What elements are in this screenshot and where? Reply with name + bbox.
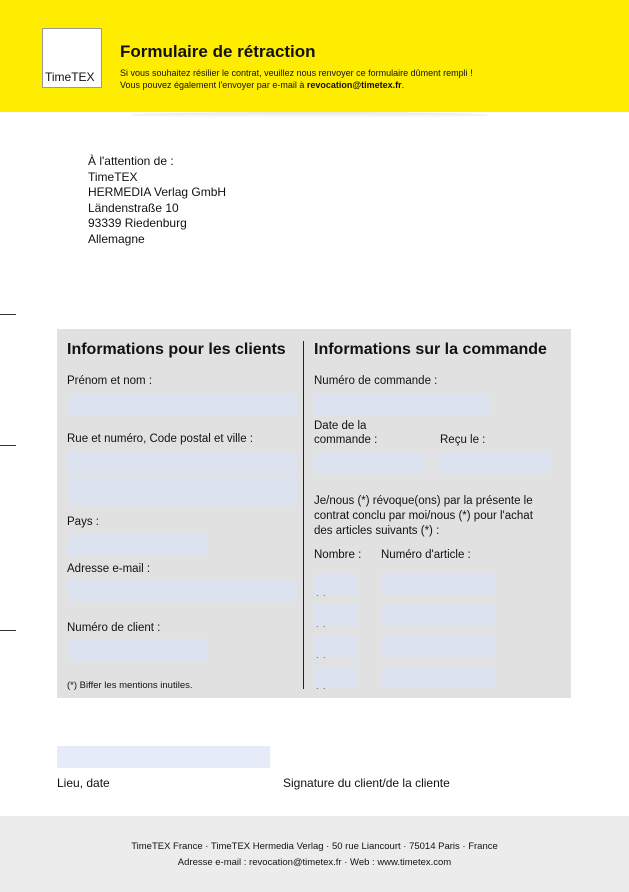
subtitle-prefix: Vous pouvez également l'envoyer par e-mail à bbox=[120, 80, 307, 90]
subtitle-line-2 bbox=[120, 79, 473, 91]
order-date-label-line-2: commande : bbox=[314, 434, 378, 446]
subtitle-line-1: Si vous souhaitez résilier le contrat, veuillez nous renvoyer ce formulaire dûment rempli ! bbox=[120, 68, 473, 78]
street-label: Rue et numéro, Code postal et ville : bbox=[67, 433, 254, 445]
fold-mark bbox=[0, 445, 16, 446]
customer-number-label: Numéro de client : bbox=[67, 622, 161, 634]
form-subtitle bbox=[120, 67, 473, 91]
quantity-label: Nombre : bbox=[314, 549, 362, 561]
order-date-label-line-1: Date de la bbox=[314, 420, 367, 432]
footnote: (*) Biffer les mentions inutiles. bbox=[67, 680, 193, 691]
revocation-line-3: des articles suivants (*) : bbox=[314, 525, 440, 537]
article-field-3[interactable] bbox=[381, 635, 496, 657]
address-line: Allemagne bbox=[88, 231, 145, 246]
received-date-field[interactable] bbox=[438, 451, 552, 473]
logo-text: TimeTEX bbox=[45, 70, 95, 84]
footer bbox=[0, 816, 629, 892]
footer-address: TimeTEX France · TimeTEX Hermedia Verlag · 50 rue Liancourt · 75014 Paris · France bbox=[131, 841, 498, 852]
address-line: HERMEDIA Verlag GmbH bbox=[88, 185, 227, 199]
revocation-line-1: Je/nous (*) révoque(ons) par la présente le bbox=[314, 495, 533, 507]
order-number-field[interactable] bbox=[314, 393, 489, 415]
column-divider bbox=[303, 341, 304, 689]
address-line: À l'attention de : bbox=[88, 154, 174, 168]
place-date-label: Lieu, date bbox=[57, 776, 110, 790]
article-field-1[interactable] bbox=[381, 573, 496, 595]
row-separator: . . bbox=[316, 619, 327, 629]
name-label: Prénom et nom : bbox=[67, 375, 153, 387]
revocation-line-2: contrat conclu par moi/nous (*) pour l'achat bbox=[314, 510, 533, 522]
article-field-2[interactable] bbox=[381, 604, 496, 626]
country-label: Pays : bbox=[67, 516, 99, 528]
address-line: 93339 Riedenburg bbox=[88, 216, 187, 230]
street-field[interactable] bbox=[67, 452, 297, 476]
fold-mark bbox=[0, 630, 16, 631]
customer-number-field[interactable] bbox=[67, 639, 207, 661]
subtitle-suffix: . bbox=[401, 80, 405, 90]
revocation-statement bbox=[314, 494, 533, 539]
order-number-label: Numéro de commande : bbox=[314, 375, 438, 387]
signature-label: Signature du client/de la cliente bbox=[283, 776, 450, 790]
header-shadow bbox=[130, 112, 490, 118]
name-field[interactable] bbox=[67, 393, 297, 415]
customer-section-title: Informations pour les clients bbox=[67, 341, 286, 358]
row-separator: . . bbox=[316, 588, 327, 598]
order-date-field[interactable] bbox=[314, 451, 426, 473]
address-line: TimeTEX bbox=[88, 169, 138, 184]
revocation-email: revocation@timetex.fr bbox=[306, 80, 402, 90]
recipient-address bbox=[88, 154, 226, 247]
header-band bbox=[0, 0, 629, 112]
footer-contact: Adresse e-mail : revocation@timetex.fr · Web : www.timetex.com bbox=[177, 857, 452, 868]
row-separator: . . bbox=[316, 650, 327, 660]
place-date-field[interactable] bbox=[57, 746, 270, 768]
email-label: Adresse e-mail : bbox=[67, 563, 151, 575]
timetex-logo bbox=[42, 28, 102, 88]
received-label: Reçu le : bbox=[440, 434, 486, 446]
email-field[interactable] bbox=[67, 580, 297, 602]
article-number-label: Numéro d'article : bbox=[381, 549, 471, 561]
city-field[interactable] bbox=[67, 478, 297, 505]
article-field-4[interactable] bbox=[381, 666, 496, 688]
order-section-title: Informations sur la commande bbox=[314, 341, 547, 358]
row-separator: . . bbox=[316, 681, 327, 691]
fold-mark bbox=[0, 314, 16, 315]
order-date-label bbox=[314, 419, 377, 447]
country-field[interactable] bbox=[67, 533, 207, 555]
form-title: Formulaire de rétraction bbox=[120, 42, 316, 61]
address-line: Ländenstraße 10 bbox=[88, 200, 179, 215]
